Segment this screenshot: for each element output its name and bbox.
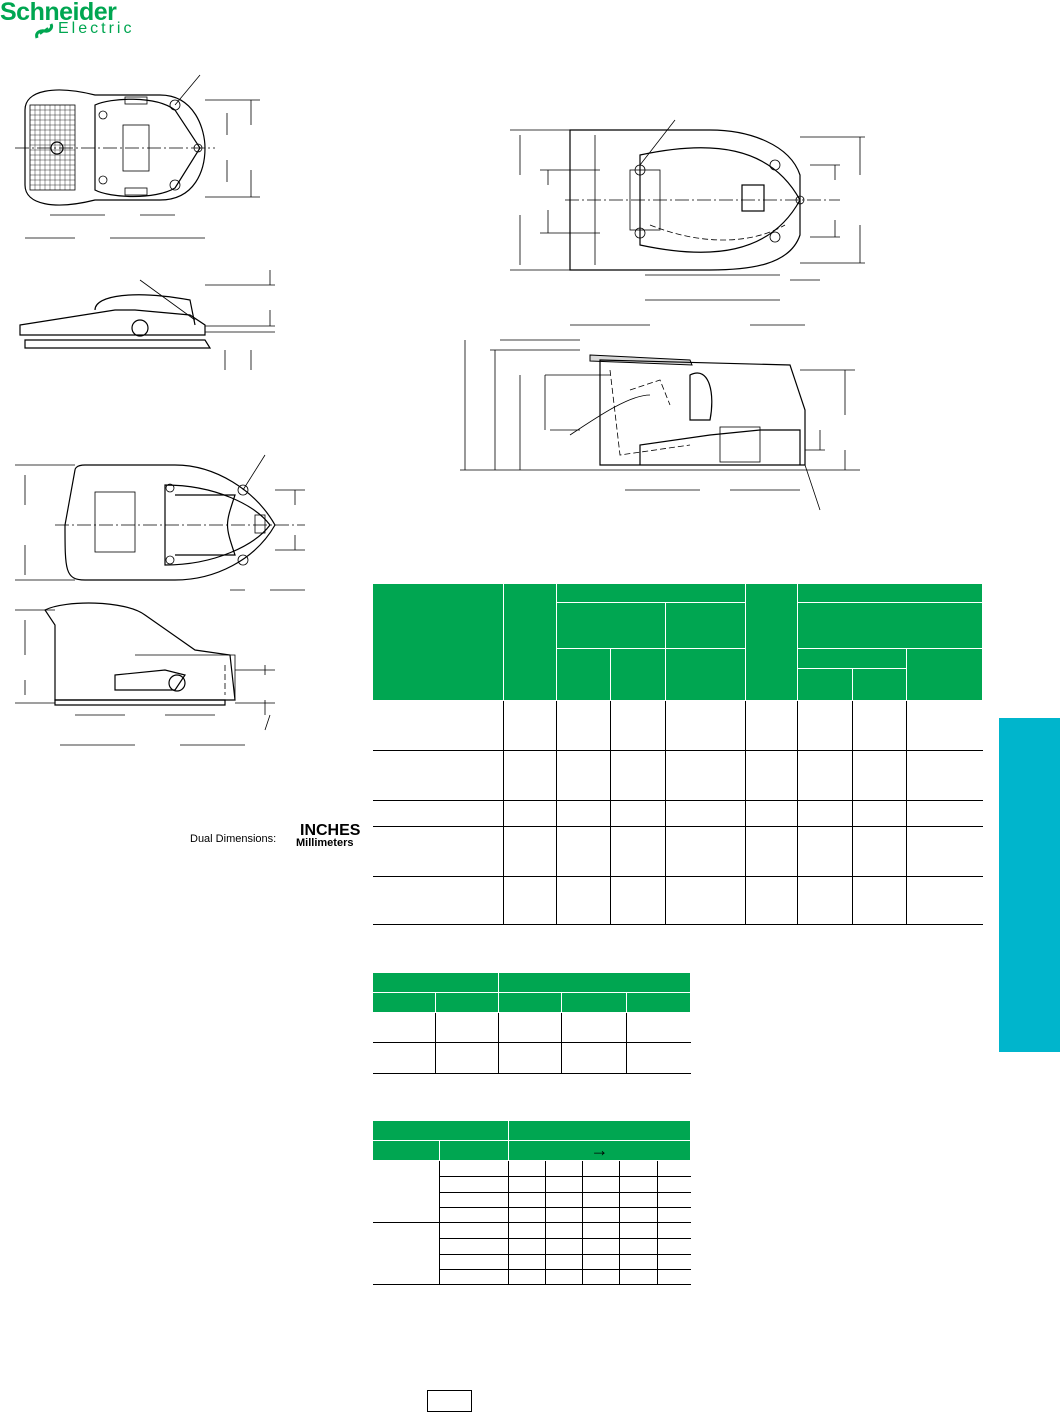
- third-table-header-cell: [440, 1140, 509, 1160]
- main-table-header-cell: [556, 648, 611, 700]
- main-table-header-cell: [666, 602, 745, 648]
- main-table-header-cell: [798, 584, 983, 602]
- logo-wordmark: Schneider: [0, 0, 117, 26]
- third-table-header-cell: [373, 1140, 440, 1160]
- drawing-top-view-medium: [15, 450, 315, 600]
- main-table-header-cell: [798, 602, 983, 648]
- arrow-right-icon: →: [509, 1140, 691, 1160]
- second-table-header-cell: [499, 992, 562, 1012]
- third-table-header-cell: [373, 1121, 509, 1140]
- table-row: [373, 750, 983, 800]
- second-table-header-cell: [373, 973, 499, 992]
- main-table-header-cell: [907, 648, 983, 700]
- table-row: [373, 1222, 691, 1238]
- schneider-electric-mark-icon: [33, 22, 55, 40]
- second-table-header-cell: [373, 992, 436, 1012]
- dual-dimensions-label: Dual Dimensions:: [190, 833, 277, 845]
- second-table-header-cell: [499, 973, 691, 992]
- second-spec-table: [373, 973, 691, 1074]
- section-side-tab: [999, 718, 1060, 1052]
- unit-inches: INCHES: [300, 822, 361, 839]
- drawing-top-view-small: [15, 70, 305, 370]
- main-spec-table: [373, 584, 983, 925]
- main-table-header-cell: [611, 648, 666, 700]
- main-table-header-cell: [798, 668, 853, 700]
- table-row: [373, 826, 983, 876]
- main-table-header-cell: [852, 668, 907, 700]
- main-table-header-cell: [556, 584, 745, 602]
- main-table-header-cell: [666, 648, 745, 700]
- main-table-header-cell: [556, 602, 665, 648]
- page-number-box: [427, 1390, 472, 1412]
- dual-dimensions-legend: [190, 822, 365, 852]
- main-table-header-cell: [504, 584, 557, 700]
- drawing-top-view-large: [510, 115, 880, 345]
- main-table-header-cell: [373, 584, 504, 700]
- drawing-side-view-medium: [15, 595, 305, 755]
- second-table-header-cell: [436, 992, 499, 1012]
- drawing-side-view-large: [460, 335, 860, 515]
- main-table-header-cell: [745, 584, 798, 700]
- table-row: [373, 876, 983, 924]
- schneider-electric-logo: [0, 0, 140, 44]
- table-row: [373, 1012, 691, 1042]
- table-row: [373, 800, 983, 826]
- logo-subword: Electric: [58, 20, 135, 37]
- third-table-header-cell: [509, 1121, 691, 1140]
- table-row: [373, 1160, 691, 1176]
- table-row: [373, 1042, 691, 1073]
- second-table-header-cell: [626, 992, 690, 1012]
- table-row: [373, 700, 983, 750]
- main-table-header-cell: [798, 648, 907, 668]
- unit-millimeters: Millimeters: [296, 837, 354, 849]
- second-table-header-cell: [562, 992, 627, 1012]
- third-spec-table: [373, 1121, 691, 1285]
